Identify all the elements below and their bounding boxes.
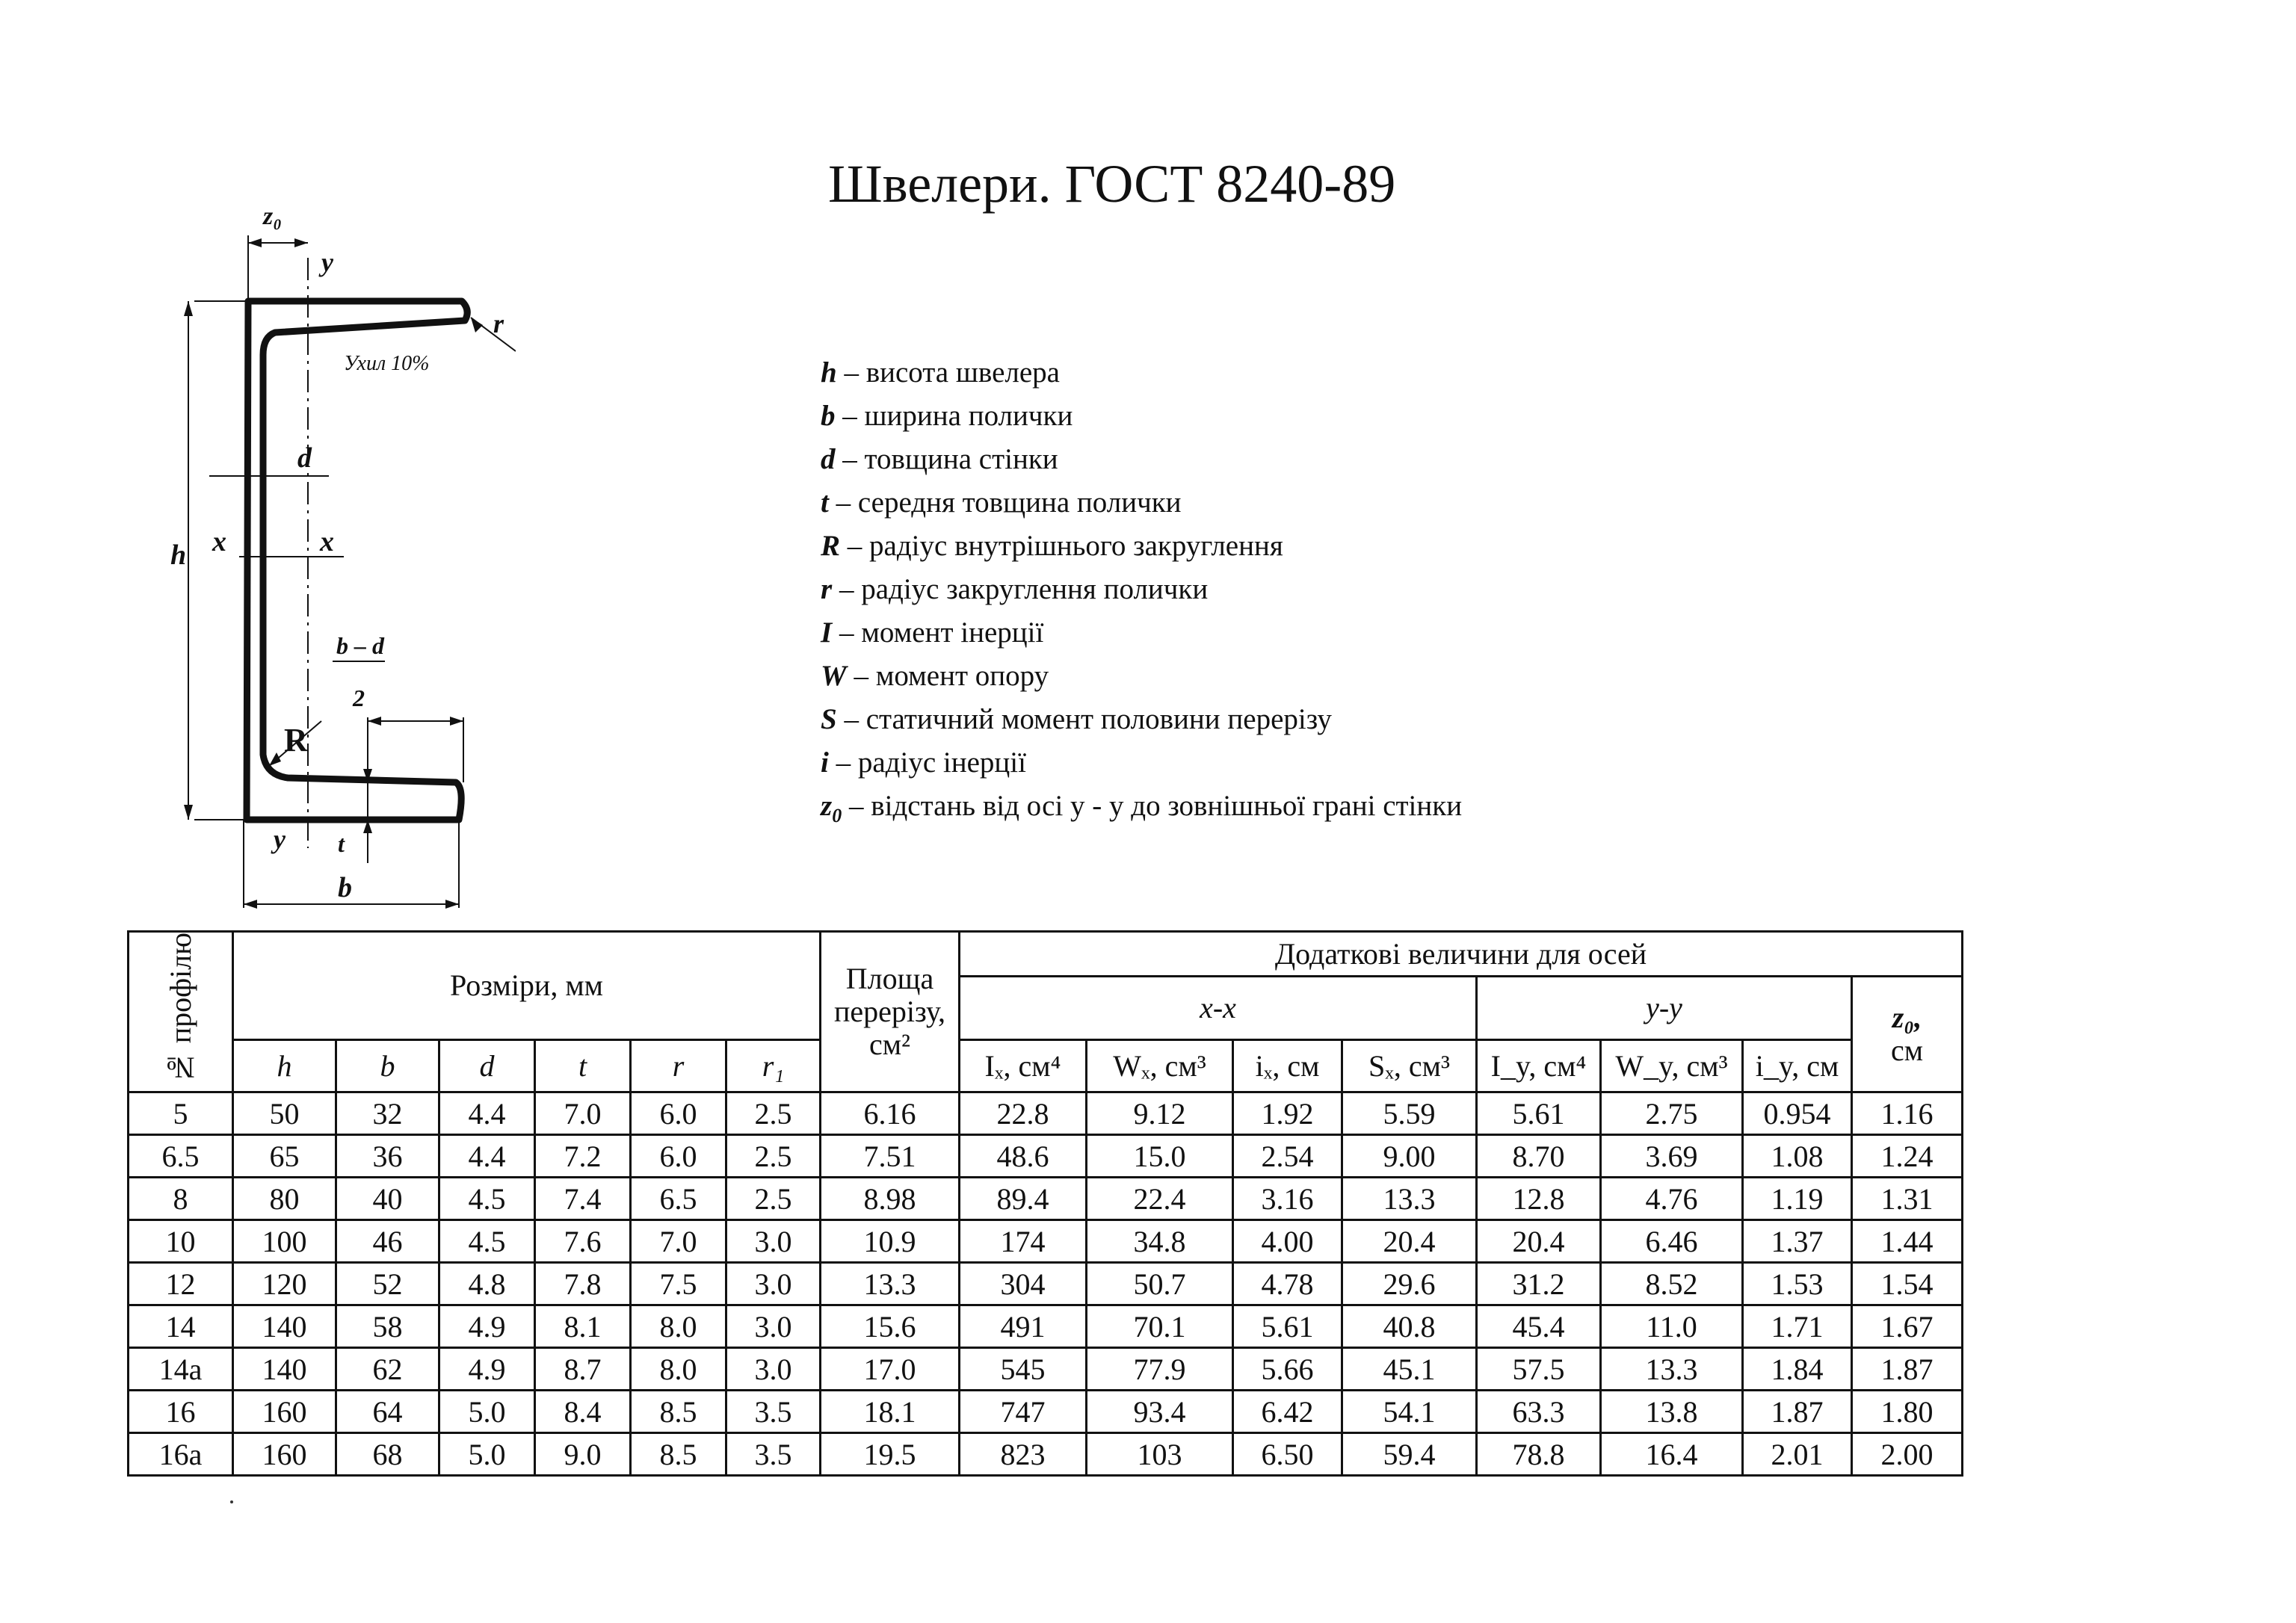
- legend-item: r – радіус закруглення полички: [821, 573, 1209, 605]
- table-cell: 52: [336, 1263, 439, 1305]
- table-cell: 4.5: [439, 1178, 535, 1220]
- header-r: r: [631, 1040, 726, 1092]
- table-cell: 174: [960, 1220, 1087, 1263]
- table-cell: 140: [233, 1305, 336, 1348]
- legend-item: $z_0$ – відстань від осі y - y до зовнішньої грані стінки: [821, 790, 1463, 826]
- table-cell: 6.0: [631, 1135, 726, 1178]
- table-cell: 6.46: [1601, 1220, 1743, 1263]
- header-r1: r₁: [726, 1040, 821, 1092]
- table-cell: 50: [233, 1092, 336, 1135]
- table-cell: 15.6: [821, 1305, 960, 1348]
- label-x-left: x: [212, 526, 226, 557]
- table-cell: 48.6: [960, 1135, 1087, 1178]
- label-z0: z₀: [263, 203, 283, 230]
- table-cell: 747: [960, 1391, 1087, 1433]
- label-y-bottom: y: [274, 824, 286, 854]
- table-cell: 4.4: [439, 1092, 535, 1135]
- table-cell: 18.1: [821, 1391, 960, 1433]
- table-cell: 13.8: [1601, 1391, 1743, 1433]
- table-cell: 16: [129, 1391, 233, 1433]
- header-extra: Додаткові величини для осей: [960, 932, 1963, 977]
- table-row: [129, 1391, 1963, 1433]
- header-area: Площа перерізу, см²: [821, 932, 960, 1092]
- table-cell: 9.0: [535, 1433, 631, 1476]
- table-cell: 57.5: [1477, 1348, 1601, 1391]
- table-cell: 1.80: [1852, 1391, 1963, 1433]
- table-cell: 823: [960, 1433, 1087, 1476]
- table-cell: 4.4: [439, 1135, 535, 1178]
- table-cell: 62: [336, 1348, 439, 1391]
- table-cell: 40.8: [1342, 1305, 1477, 1348]
- table-cell: 8.4: [535, 1391, 631, 1433]
- table-cell: 89.4: [960, 1178, 1087, 1220]
- label-b: b: [338, 872, 352, 903]
- table-cell: 8.98: [821, 1178, 960, 1220]
- table-cell: 160: [233, 1391, 336, 1433]
- table-cell: 20.4: [1477, 1220, 1601, 1263]
- table-cell: 304: [960, 1263, 1087, 1305]
- label-d: d: [297, 442, 312, 474]
- table-cell: 1.19: [1743, 1178, 1852, 1220]
- page-title: Швелери. ГОСТ 8240-89: [828, 154, 1396, 214]
- table-cell: 17.0: [821, 1348, 960, 1391]
- label-bd-den: 2: [353, 684, 365, 711]
- table-cell: 3.0: [726, 1220, 821, 1263]
- table-cell: 3.69: [1601, 1135, 1743, 1178]
- channel-properties-table: [127, 930, 1963, 1477]
- table-cell: 59.4: [1342, 1433, 1477, 1476]
- table-row: [129, 1092, 1963, 1135]
- table-cell: 15.0: [1087, 1135, 1233, 1178]
- table-cell: 3.5: [726, 1433, 821, 1476]
- table-cell: 14a: [129, 1348, 233, 1391]
- table-cell: 1.31: [1852, 1178, 1963, 1220]
- table-cell: 5.61: [1233, 1305, 1342, 1348]
- channel-profile-drawing: [142, 191, 516, 930]
- table-cell: 8.5: [631, 1433, 726, 1476]
- legend-item: t – середня товщина полички: [821, 486, 1182, 519]
- table-cell: 4.76: [1601, 1178, 1743, 1220]
- table-body: [129, 1092, 1963, 1476]
- table-cell: 93.4: [1087, 1391, 1233, 1433]
- table-cell: 36: [336, 1135, 439, 1178]
- legend-item: i – радіус інерції: [821, 746, 1026, 779]
- table-cell: 7.2: [535, 1135, 631, 1178]
- table-cell: 6.0: [631, 1092, 726, 1135]
- table-cell: 16.4: [1601, 1433, 1743, 1476]
- table-cell: 7.51: [821, 1135, 960, 1178]
- table-cell: 5.0: [439, 1391, 535, 1433]
- table-cell: 19.5: [821, 1433, 960, 1476]
- table-cell: 29.6: [1342, 1263, 1477, 1305]
- table-row: [129, 1348, 1963, 1391]
- table-cell: 2.5: [726, 1092, 821, 1135]
- table-cell: 5.59: [1342, 1092, 1477, 1135]
- table-cell: 5.0: [439, 1433, 535, 1476]
- table-cell: 45.1: [1342, 1348, 1477, 1391]
- table-cell: 3.5: [726, 1391, 821, 1433]
- table-cell: 3.16: [1233, 1178, 1342, 1220]
- table-cell: 4.78: [1233, 1263, 1342, 1305]
- legend-item: d – товщина стінки: [821, 443, 1058, 475]
- table-cell: 8.5: [631, 1391, 726, 1433]
- table-cell: 50.7: [1087, 1263, 1233, 1305]
- table-cell: 22.4: [1087, 1178, 1233, 1220]
- table-cell: 54.1: [1342, 1391, 1477, 1433]
- table-cell: 16a: [129, 1433, 233, 1476]
- table-row: [129, 1178, 1963, 1220]
- label-R: R: [284, 722, 308, 758]
- legend-item: I – момент інерції: [821, 616, 1044, 649]
- table-cell: 6.5: [631, 1178, 726, 1220]
- table-cell: 10.9: [821, 1220, 960, 1263]
- table-cell: 58: [336, 1305, 439, 1348]
- header-Sx: Sₓ, см³: [1342, 1040, 1477, 1092]
- header-iy: i_y, см: [1743, 1040, 1852, 1092]
- table-cell: 491: [960, 1305, 1087, 1348]
- legend-item: R – радіус внутрішнього закруглення: [821, 530, 1283, 562]
- label-y-top: y: [321, 247, 333, 277]
- table-cell: 4.00: [1233, 1220, 1342, 1263]
- channel-outline: [247, 301, 467, 820]
- table-cell: 7.4: [535, 1178, 631, 1220]
- header-t: t: [535, 1040, 631, 1092]
- table-cell: 40: [336, 1178, 439, 1220]
- table-cell: 7.5: [631, 1263, 726, 1305]
- table-cell: 80: [233, 1178, 336, 1220]
- label-x-right: x: [320, 526, 334, 557]
- table-cell: 12: [129, 1263, 233, 1305]
- label-t: t: [338, 830, 345, 857]
- table-row: [129, 1263, 1963, 1305]
- header-dimensions: Розміри, мм: [233, 932, 821, 1040]
- table-cell: 1.16: [1852, 1092, 1963, 1135]
- legend-item: S – статичний момент половини перерізу: [821, 703, 1332, 735]
- table-cell: 13.3: [1601, 1348, 1743, 1391]
- table-cell: 34.8: [1087, 1220, 1233, 1263]
- table-cell: 103: [1087, 1433, 1233, 1476]
- channel-profile-svg: [142, 191, 516, 930]
- table-cell: 2.54: [1233, 1135, 1342, 1178]
- table-cell: 64: [336, 1391, 439, 1433]
- header-Wy: W_y, см³: [1601, 1040, 1743, 1092]
- table-cell: 9.12: [1087, 1092, 1233, 1135]
- table-cell: 2.5: [726, 1178, 821, 1220]
- header-h: h: [233, 1040, 336, 1092]
- table-cell: 77.9: [1087, 1348, 1233, 1391]
- table-row: [129, 1220, 1963, 1263]
- legend-item: h – висота швелера: [821, 356, 1060, 389]
- table-cell: 3.0: [726, 1263, 821, 1305]
- header-Ix: Iₓ, см⁴: [960, 1040, 1087, 1092]
- table-cell: 120: [233, 1263, 336, 1305]
- table-cell: 160: [233, 1433, 336, 1476]
- table-cell: 7.0: [631, 1220, 726, 1263]
- table-cell: 8.1: [535, 1305, 631, 1348]
- table-cell: 8.7: [535, 1348, 631, 1391]
- table-cell: 6.50: [1233, 1433, 1342, 1476]
- table-cell: 140: [233, 1348, 336, 1391]
- table-row: [129, 1305, 1963, 1348]
- label-slope: Ухил 10%: [344, 352, 430, 375]
- table-cell: 1.87: [1743, 1391, 1852, 1433]
- table-cell: 3.0: [726, 1348, 821, 1391]
- table-cell: 1.67: [1852, 1305, 1963, 1348]
- header-z0: z₀, см: [1852, 977, 1963, 1092]
- table-cell: 14: [129, 1305, 233, 1348]
- table-cell: 1.44: [1852, 1220, 1963, 1263]
- table-cell: 2.5: [726, 1135, 821, 1178]
- table-cell: 2.75: [1601, 1092, 1743, 1135]
- table-cell: 3.0: [726, 1305, 821, 1348]
- table-cell: 1.84: [1743, 1348, 1852, 1391]
- table-cell: 8.0: [631, 1348, 726, 1391]
- table-cell: 5: [129, 1092, 233, 1135]
- table-cell: 31.2: [1477, 1263, 1601, 1305]
- header-profile: № профілю: [129, 932, 233, 1092]
- label-bd-num: b – d: [336, 632, 384, 659]
- table-cell: 6.16: [821, 1092, 960, 1135]
- table-cell: 10: [129, 1220, 233, 1263]
- table-cell: 6.42: [1233, 1391, 1342, 1433]
- symbol-legend: [821, 351, 1462, 828]
- table-cell: 70.1: [1087, 1305, 1233, 1348]
- table-cell: 4.5: [439, 1220, 535, 1263]
- table-cell: 0.954: [1743, 1092, 1852, 1135]
- table-cell: 8.52: [1601, 1263, 1743, 1305]
- table-cell: 1.08: [1743, 1135, 1852, 1178]
- stray-dot: [230, 1500, 233, 1503]
- table-cell: 8.0: [631, 1305, 726, 1348]
- header-Wx: Wₓ, см³: [1087, 1040, 1233, 1092]
- table-cell: 8: [129, 1178, 233, 1220]
- table-cell: 4.8: [439, 1263, 535, 1305]
- legend-item: b – ширина полички: [821, 400, 1073, 432]
- table-cell: 32: [336, 1092, 439, 1135]
- table-cell: 12.8: [1477, 1178, 1601, 1220]
- table-cell: 46: [336, 1220, 439, 1263]
- table-cell: 7.8: [535, 1263, 631, 1305]
- table-cell: 7.6: [535, 1220, 631, 1263]
- table-cell: 6.5: [129, 1135, 233, 1178]
- table-cell: 20.4: [1342, 1220, 1477, 1263]
- header-d: d: [439, 1040, 535, 1092]
- table-cell: 545: [960, 1348, 1087, 1391]
- table-cell: 13.3: [821, 1263, 960, 1305]
- header-b: b: [336, 1040, 439, 1092]
- table-cell: 2.00: [1852, 1433, 1963, 1476]
- label-h: h: [170, 540, 187, 571]
- table-cell: 5.61: [1477, 1092, 1601, 1135]
- table-cell: 22.8: [960, 1092, 1087, 1135]
- table-row: [129, 1135, 1963, 1178]
- table-cell: 8.70: [1477, 1135, 1601, 1178]
- table-cell: 1.53: [1743, 1263, 1852, 1305]
- table-cell: 1.92: [1233, 1092, 1342, 1135]
- table-cell: 4.9: [439, 1348, 535, 1391]
- table-cell: 5.66: [1233, 1348, 1342, 1391]
- table-row: [129, 1433, 1963, 1476]
- header-axis-yy: y-y: [1477, 977, 1852, 1040]
- table-cell: 7.0: [535, 1092, 631, 1135]
- table-cell: 1.87: [1852, 1348, 1963, 1391]
- table-cell: 9.00: [1342, 1135, 1477, 1178]
- label-r-small: r: [493, 309, 504, 338]
- header-ix: iₓ, см: [1233, 1040, 1342, 1092]
- table-cell: 1.37: [1743, 1220, 1852, 1263]
- legend-item: W – момент опору: [821, 660, 1049, 692]
- table-cell: 78.8: [1477, 1433, 1601, 1476]
- table-cell: 1.71: [1743, 1305, 1852, 1348]
- table-cell: 63.3: [1477, 1391, 1601, 1433]
- table-cell: 2.01: [1743, 1433, 1852, 1476]
- table-cell: 1.24: [1852, 1135, 1963, 1178]
- table-cell: 65: [233, 1135, 336, 1178]
- table-cell: 4.9: [439, 1305, 535, 1348]
- header-Iy: I_y, см⁴: [1477, 1040, 1601, 1092]
- table-cell: 11.0: [1601, 1305, 1743, 1348]
- table-cell: 68: [336, 1433, 439, 1476]
- table-cell: 1.54: [1852, 1263, 1963, 1305]
- table-cell: 13.3: [1342, 1178, 1477, 1220]
- table-cell: 45.4: [1477, 1305, 1601, 1348]
- header-axis-xx: x-x: [960, 977, 1477, 1040]
- table-cell: 100: [233, 1220, 336, 1263]
